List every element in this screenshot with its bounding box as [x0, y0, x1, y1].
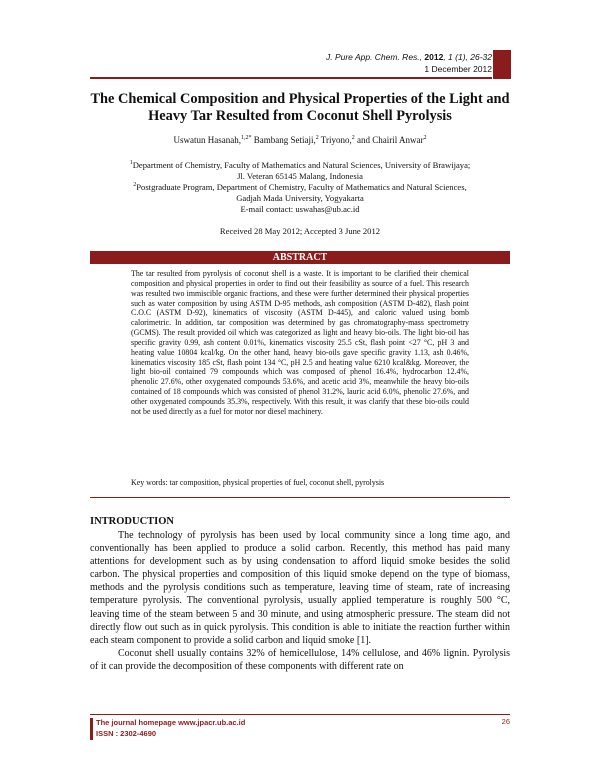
journal-name: J. Pure App. Chem. Res., — [325, 52, 423, 62]
abstract-heading: ABSTRACT — [90, 251, 510, 264]
intro-body — [90, 529, 510, 673]
journal-citation — [326, 52, 492, 63]
issn: ISSN : 2302-4690 — [96, 729, 157, 738]
intro-paragraph: The technology of pyrolysis has been used by local community since a long time ago, and conventionally has been applied to produce a solid carbon. Recently, this method has paid many attentions for development such as by using condensation to afford liquid smoke besides the solid carbon. The physical properties and composition of this liquid smoke depend on the type of biomass, methods and the pyrolysis conditions such as temperature, leaving time of steam, rate of increasing temperature pyrolysis. The conventional pyrolysis, usually applied temperature is roughly 500 °C, leaving time of the steam between 5 and 30 minute, and using atmospheric pressure. The steam did not directly flow out such as in quick pyrolysis. This condition is able to initiate the reaction further within each steam component to provide a solid carbon and liquid smoke [1]. — [90, 530, 510, 646]
abstract-text: The tar resulted from pyrolysis of coconut shell is a waste. It is important to be clarified their chemical composition and physical properties in order to find out their feasibility as source of a fuel. This research was resulted two immiscible organic fractions, and these were further determined their physical properties such as water composition by using ASTM D-95 methods, ash composition (ASTM D-482), flash point C.O.C (ASTM D-92), kinematics of viscosity (ASTM D-445), and caloric valued using bomb calorimetric. In addition, tar composition was determined by gas chromatography-mass spectrometry (GCMS). The result provided oil which was categorized as light and heavy bio-oils. The light bio-oil has specific gravity 0.99, ash content 0.01%, kinematics viscosity 25.5 cSt, flash point <27 °C, pH 3 and heating value 10804 kcal/kg. On the other hand, heavy bio-oils gave specific gravity 1.13, ash 0.46%, kinematics viscosity 185 cSt, flash point 134 °C, pH 2.5 and heating value 6210 kcal&kg. Moreover, the light bio-oil contained 79 compounds which was composed of phenol 16.4%, hydrocarbon 12.4%, phenolic 27.6%, other oxygenated compounds 53.6%, and acetic acid 3%, meanwhile the heavy bio-oils contained of 18 compounds which was consisted of phenol 31.2%, lauric acid 6.0%, phenolic 27.6%, and other oxygenated compounds 35.3%, respectively. With this result, it was clarify that these bio-oils could not be used directly as a fuel for motor nor diesel machinery. — [131, 269, 469, 416]
received-dates: Received 28 May 2012; Accepted 3 June 2012 — [219, 226, 381, 236]
header-accent-block — [493, 50, 511, 79]
author-list — [80, 135, 520, 145]
journal-homepage-link[interactable]: The journal homepage www.jpacr.ub.ac.id — [96, 718, 246, 727]
author: Triyono, — [318, 135, 352, 145]
keywords: Key words: tar composition, physical properties of fuel, coconut shell, pyrolysis — [131, 478, 385, 487]
journal-year: 2012 — [424, 52, 444, 62]
intro-paragraph: Coconut shell usually contains 32% of hemicellulose, 14% cellulose, and 46% lignin. Pyrolysis of it can provide the decomposition of these components with different rate on — [90, 647, 510, 672]
header-rule — [90, 77, 492, 79]
author-sup: 2 — [315, 135, 319, 141]
affiliations — [80, 160, 520, 215]
author: and Chairil Anwar — [354, 135, 424, 145]
author-sup: 2 — [423, 135, 427, 141]
footer-info — [90, 717, 245, 739]
section-rule — [90, 497, 510, 498]
affiliation-sup: 2 — [133, 182, 137, 189]
affiliation-1 — [80, 160, 520, 171]
affiliation-line: Postgraduate Program, Department of Chemistry, Faculty of Mathematics and Natural Sciences, — [136, 182, 467, 192]
author-sup: 2 — [351, 135, 355, 141]
affiliation-line: Jl. Veteran 65145 Malang, Indonesia — [237, 171, 363, 181]
author: Bambang Setiaji, — [251, 135, 316, 145]
affiliation-line: Department of Chemistry, Faculty of Mathematics and Natural Sciences, University of Brawijaya; — [132, 160, 471, 170]
author-sup: 1,2* — [240, 135, 252, 141]
intro-heading: INTRODUCTION — [90, 516, 175, 527]
publication-date: 1 December 2012 — [424, 64, 492, 74]
affiliation-sup: 1 — [129, 160, 133, 167]
email-contact: E-mail contact: uswahas@ub.ac.id — [240, 204, 360, 214]
page-number: 26 — [501, 717, 510, 726]
author: Uswatun Hasanah, — [173, 135, 241, 145]
footer-rule — [90, 714, 510, 715]
affiliation-2 — [80, 182, 520, 193]
journal-volume: , 1 (1), 26-32 — [443, 52, 492, 62]
paper-title: The Chemical Composition and Physical Properties of the Light and Heavy Tar Resulted from Coconut Shell Pyrolysis — [90, 91, 510, 124]
affiliation-line: Gadjah Mada University, Yogyakarta — [236, 193, 364, 203]
